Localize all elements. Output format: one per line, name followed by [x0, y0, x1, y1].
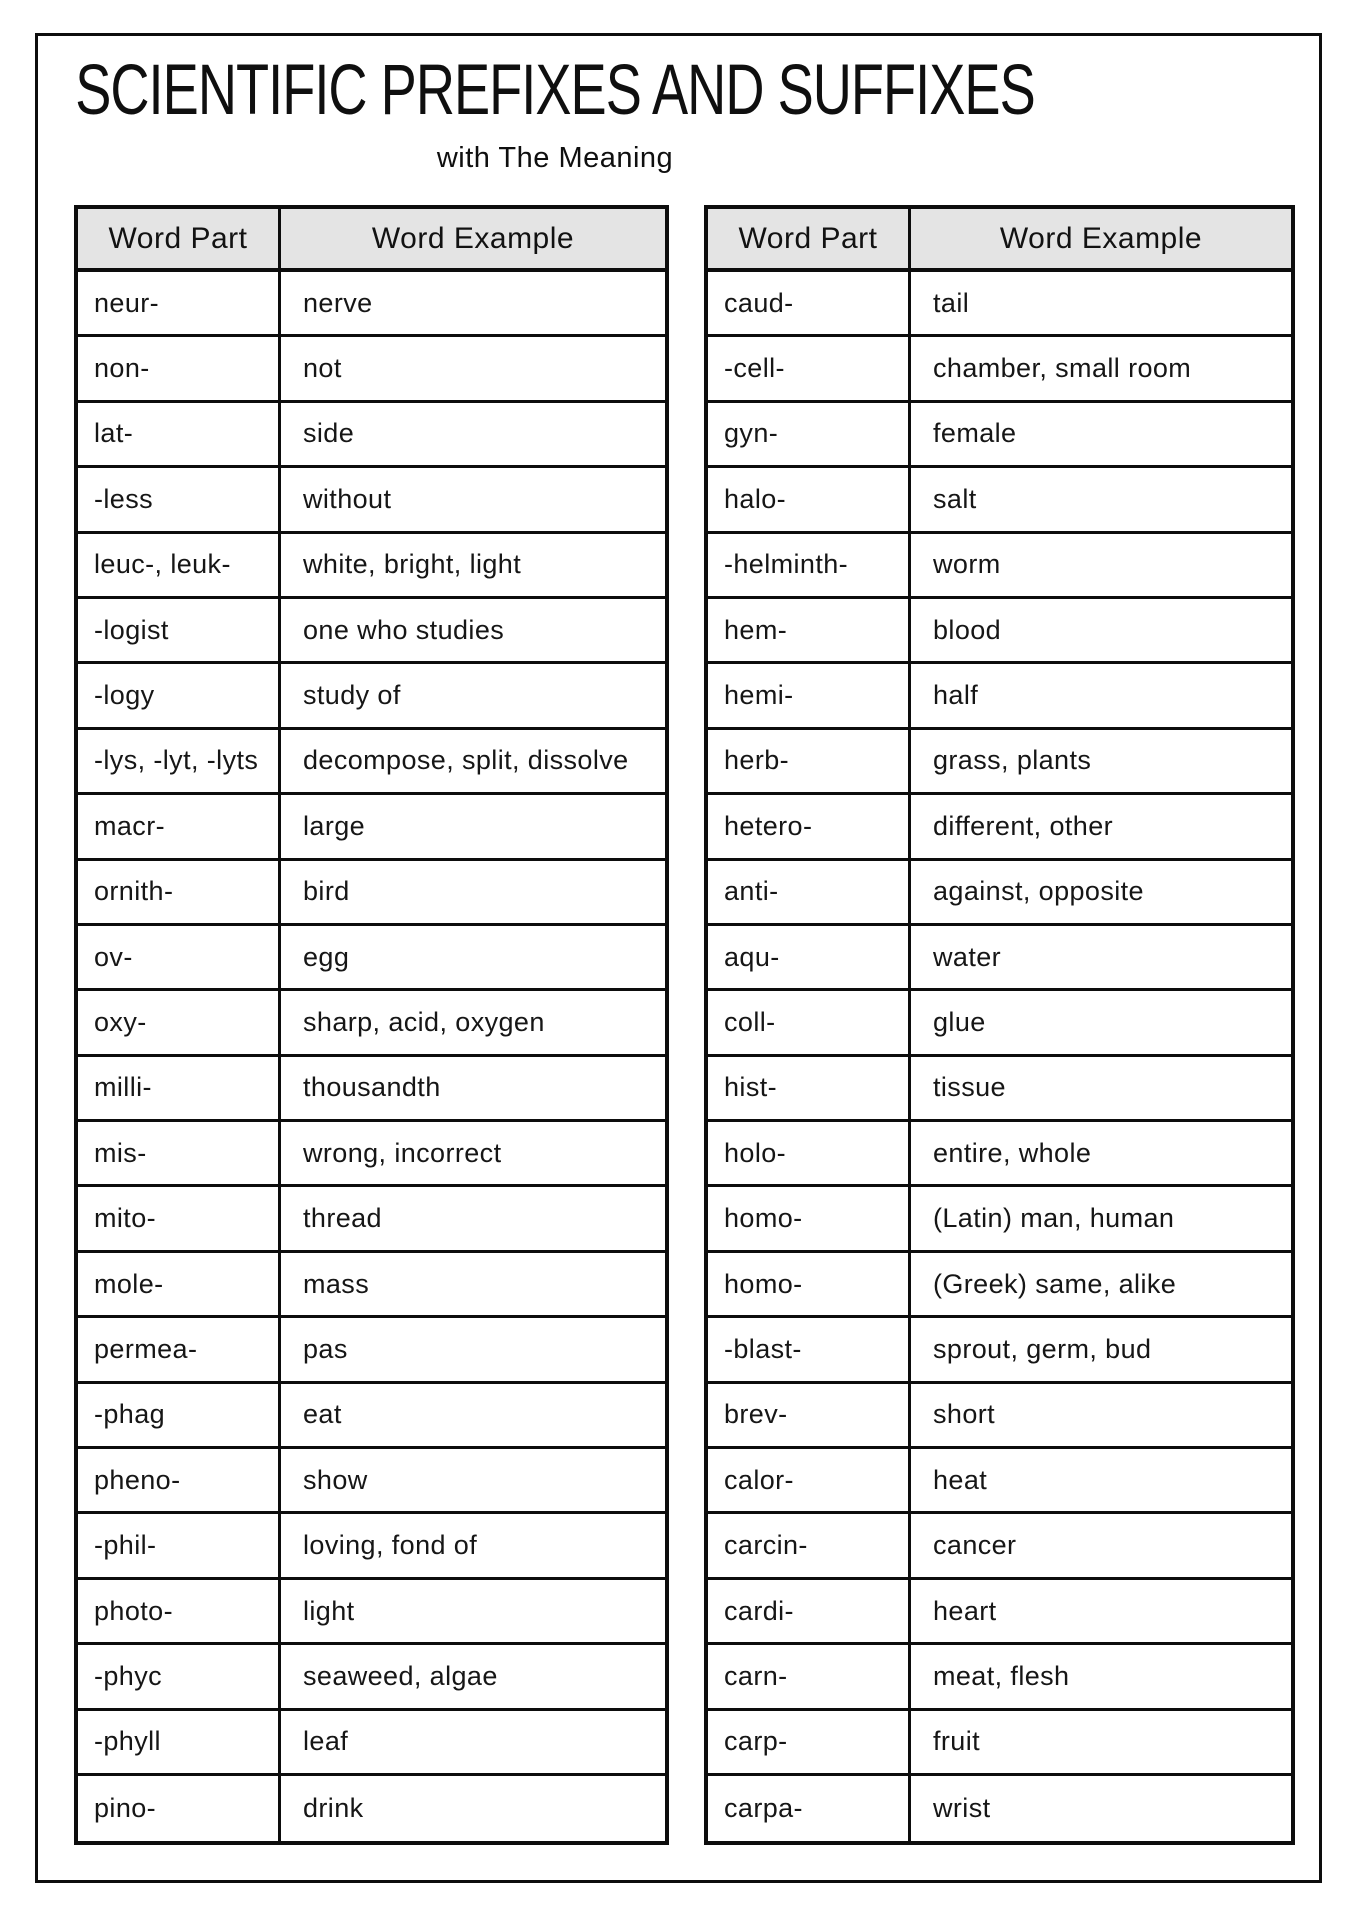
table-row	[78, 1253, 665, 1318]
word-part-cell: -helminth-	[708, 534, 911, 596]
word-example-cell: without	[303, 483, 392, 514]
word-example-cell: side	[303, 418, 355, 449]
word-part-cell: -phil-	[78, 1514, 281, 1576]
word-part-cell: neur-	[78, 272, 281, 334]
table-row	[78, 599, 665, 664]
word-part-cell: halo-	[708, 468, 911, 530]
word-example-cell: white, bright, light	[303, 549, 522, 580]
table-row	[708, 1580, 1291, 1645]
word-example-cell: heart	[933, 1595, 997, 1626]
column-header-word-example: Word Example	[999, 221, 1203, 255]
word-part-cell: aqu-	[708, 926, 911, 988]
table-row	[78, 861, 665, 926]
word-example-cell: leaf	[303, 1726, 349, 1757]
table-row	[78, 795, 665, 860]
table-row	[708, 1645, 1291, 1710]
table-row	[78, 1122, 665, 1187]
word-example-cell: cancer	[933, 1530, 1017, 1561]
word-example-cell: light	[303, 1595, 355, 1626]
word-part-cell: leuc-, leuk-	[78, 534, 281, 596]
word-part-cell: cardi-	[708, 1580, 911, 1642]
left-table-body	[78, 272, 665, 1841]
word-part-cell: mito-	[78, 1187, 281, 1249]
word-part-cell: calor-	[708, 1449, 911, 1511]
word-part-cell: -phyll	[78, 1711, 281, 1773]
word-part-cell: mole-	[78, 1253, 281, 1315]
word-part-cell: anti-	[708, 861, 911, 923]
word-example-cell: pas	[303, 1333, 348, 1364]
title-block	[30, 50, 1080, 175]
word-example-cell: half	[933, 680, 979, 711]
word-part-cell: -logy	[78, 664, 281, 726]
word-part-cell: mis-	[78, 1122, 281, 1184]
table-row	[708, 599, 1291, 664]
table-row	[708, 403, 1291, 468]
word-part-cell: coll-	[708, 991, 911, 1053]
table-row	[78, 1318, 665, 1383]
word-example-cell: decompose, split, dissolve	[303, 745, 629, 776]
word-example-cell: fruit	[933, 1726, 981, 1757]
word-example-cell: glue	[933, 1006, 986, 1037]
table-row	[78, 1580, 665, 1645]
word-example-cell: bird	[303, 876, 350, 907]
word-part-cell: brev-	[708, 1384, 911, 1446]
column-header-word-part: Word Part	[78, 209, 281, 268]
word-example-cell: wrong, incorrect	[303, 1137, 502, 1168]
column-header-word-example: Word Example	[371, 221, 575, 255]
table-row	[78, 272, 665, 337]
table-row	[708, 337, 1291, 402]
table-row	[78, 1711, 665, 1776]
word-example-cell: water	[933, 941, 1002, 972]
word-example-cell: short	[933, 1399, 996, 1430]
word-part-cell: homo-	[708, 1187, 911, 1249]
column-header-word-part: Word Part	[708, 209, 911, 268]
table-row	[78, 664, 665, 729]
table-row	[78, 926, 665, 991]
table-row	[708, 1514, 1291, 1579]
word-example-cell: one who studies	[303, 614, 505, 645]
word-example-cell: different, other	[933, 810, 1114, 841]
word-part-cell: macr-	[78, 795, 281, 857]
word-example-cell: sprout, germ, bud	[933, 1333, 1152, 1364]
table-row	[78, 1057, 665, 1122]
word-part-cell: -blast-	[708, 1318, 911, 1380]
word-part-cell: pheno-	[78, 1449, 281, 1511]
word-part-cell: hem-	[708, 599, 911, 661]
word-part-cell: -cell-	[708, 337, 911, 399]
word-part-cell: permea-	[78, 1318, 281, 1380]
table-row	[708, 991, 1291, 1056]
word-example-cell: salt	[933, 483, 977, 514]
word-part-cell: -logist	[78, 599, 281, 661]
word-part-cell: homo-	[708, 1253, 911, 1315]
table-row	[708, 1384, 1291, 1449]
word-example-cell: against, opposite	[933, 876, 1144, 907]
word-example-cell: tissue	[933, 1072, 1006, 1103]
word-part-cell: non-	[78, 337, 281, 399]
word-part-cell: ov-	[78, 926, 281, 988]
table-row	[708, 1122, 1291, 1187]
table-row	[708, 795, 1291, 860]
page-title: SCIENTIFIC PREFIXES AND SUFFIXES	[75, 50, 1035, 130]
word-part-cell: herb-	[708, 730, 911, 792]
left-table	[74, 205, 669, 1845]
word-example-cell: loving, fond of	[303, 1530, 478, 1561]
word-part-cell: -phag	[78, 1384, 281, 1446]
word-example-cell: (Greek) same, alike	[933, 1268, 1177, 1299]
word-example-cell: mass	[303, 1268, 370, 1299]
word-example-cell: grass, plants	[933, 745, 1092, 776]
word-part-cell: pino-	[78, 1776, 281, 1841]
word-example-cell: not	[303, 353, 342, 384]
table-row	[708, 1187, 1291, 1252]
word-example-cell: blood	[933, 614, 1002, 645]
table-row	[708, 1711, 1291, 1776]
table-row	[708, 1776, 1291, 1841]
word-part-cell: holo-	[708, 1122, 911, 1184]
table-row	[708, 861, 1291, 926]
word-part-cell: milli-	[78, 1057, 281, 1119]
word-example-cell: egg	[303, 941, 350, 972]
right-table	[704, 205, 1295, 1845]
table-row	[708, 1318, 1291, 1383]
table-row	[708, 730, 1291, 795]
word-example-cell: drink	[303, 1793, 364, 1824]
table-row	[78, 1187, 665, 1252]
table-row	[78, 1514, 665, 1579]
word-part-cell: ornith-	[78, 861, 281, 923]
word-part-cell: -lys, -lyt, -lyts	[78, 730, 281, 792]
word-part-cell: gyn-	[708, 403, 911, 465]
table-row	[708, 926, 1291, 991]
page-subtitle: with The Meaning	[436, 142, 674, 174]
word-example-cell: heat	[933, 1464, 988, 1495]
right-table-header-row	[708, 209, 1291, 272]
table-row	[78, 1645, 665, 1710]
word-example-cell: tail	[933, 287, 970, 318]
table-row	[708, 1253, 1291, 1318]
word-part-cell: carpa-	[708, 1776, 911, 1841]
table-row	[708, 1057, 1291, 1122]
word-part-cell: caud-	[708, 272, 911, 334]
table-row	[708, 664, 1291, 729]
word-part-cell: photo-	[78, 1580, 281, 1642]
word-part-cell: hist-	[708, 1057, 911, 1119]
word-part-cell: -less	[78, 468, 281, 530]
word-part-cell: carcin-	[708, 1514, 911, 1576]
word-example-cell: meat, flesh	[933, 1660, 1070, 1691]
table-row	[78, 730, 665, 795]
word-example-cell: female	[933, 418, 1017, 449]
word-part-cell: lat-	[78, 403, 281, 465]
word-part-cell: carn-	[708, 1645, 911, 1707]
left-table-header-row	[78, 209, 665, 272]
word-part-cell: carp-	[708, 1711, 911, 1773]
table-row	[78, 468, 665, 533]
table-row	[708, 1449, 1291, 1514]
word-example-cell: show	[303, 1464, 368, 1495]
word-example-cell: worm	[933, 549, 1001, 580]
word-example-cell: thread	[303, 1203, 382, 1234]
table-row	[78, 534, 665, 599]
word-example-cell: eat	[303, 1399, 342, 1430]
table-row	[78, 1449, 665, 1514]
word-example-cell: wrist	[933, 1793, 991, 1824]
right-table-body	[708, 272, 1291, 1841]
word-example-cell: entire, whole	[933, 1137, 1092, 1168]
table-row	[78, 991, 665, 1056]
table-row	[78, 337, 665, 402]
word-part-cell: hemi-	[708, 664, 911, 726]
word-example-cell: sharp, acid, oxygen	[303, 1006, 545, 1037]
table-row	[78, 1384, 665, 1449]
word-example-cell: (Latin) man, human	[933, 1203, 1175, 1234]
table-row	[78, 403, 665, 468]
word-example-cell: study of	[303, 680, 401, 711]
table-row	[708, 272, 1291, 337]
word-example-cell: chamber, small room	[933, 353, 1192, 384]
word-example-cell: nerve	[303, 287, 373, 318]
word-example-cell: thousandth	[303, 1072, 441, 1103]
word-part-cell: hetero-	[708, 795, 911, 857]
word-part-cell: oxy-	[78, 991, 281, 1053]
table-row	[708, 534, 1291, 599]
word-example-cell: large	[303, 810, 366, 841]
word-part-cell: -phyc	[78, 1645, 281, 1707]
table-row	[78, 1776, 665, 1841]
table-row	[708, 468, 1291, 533]
word-example-cell: seaweed, algae	[303, 1660, 498, 1691]
